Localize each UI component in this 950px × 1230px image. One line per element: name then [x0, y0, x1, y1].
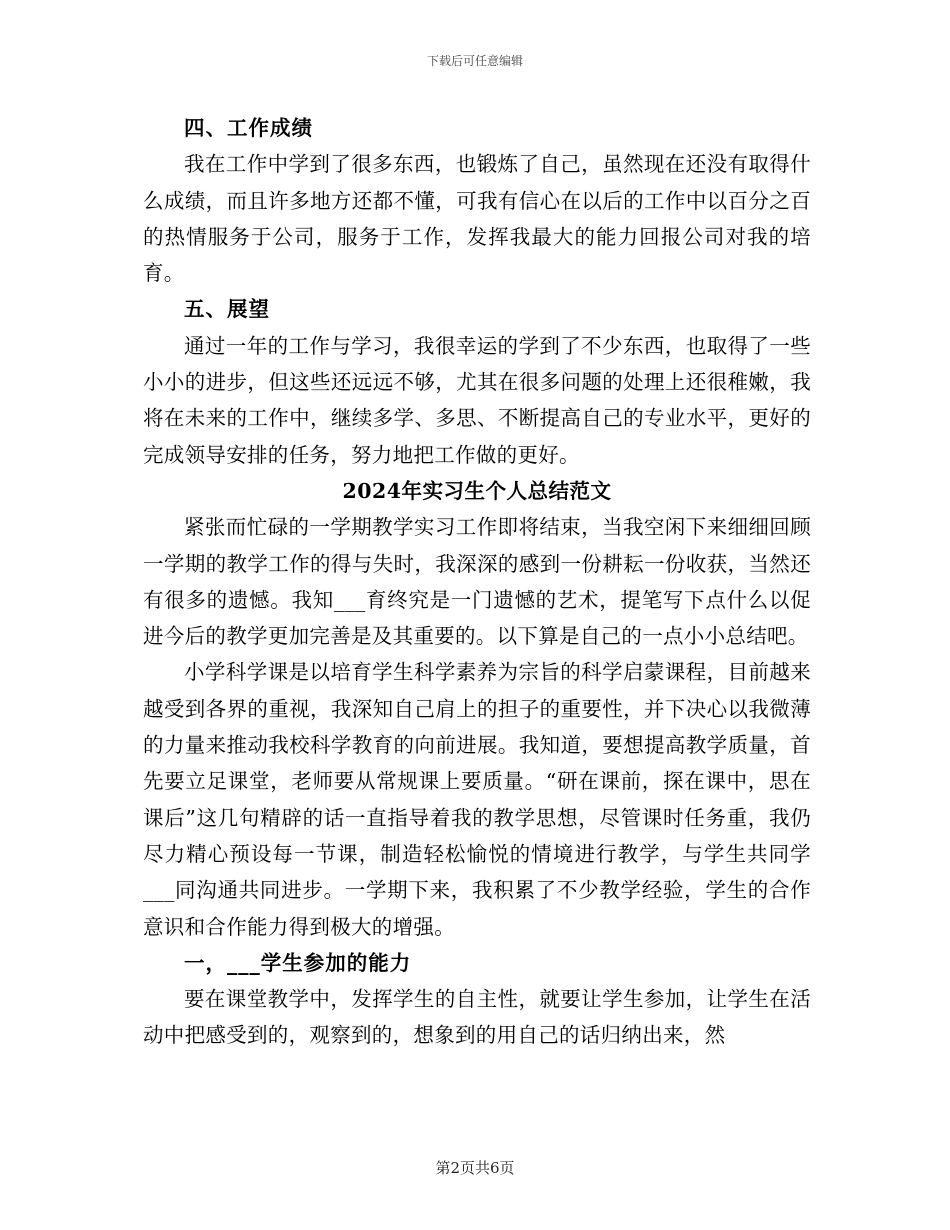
page-header: 下载后可任意编辑 — [426, 54, 523, 68]
paragraph-outlook: 通过一年的工作与学习，我很幸运的学到了不少东西，也取得了一些小小的进步，但这些还远远不够，尤其在很多问题的处理上还很稚嫩，我将在未来的工作中，继续多学、多思、不断提高自己的专业水平，更好的完成领导安排的任务，努力地把工作做的更好。 — [143, 333, 811, 467]
document-body — [143, 110, 811, 1054]
paragraph-participation: 要在课堂教学中，发挥学生的自主性，就要让学生参加，让学生在活动中把感受到的，观察到的，想象到的用自己的话归纳出来，然 — [143, 987, 811, 1048]
section-heading-participation: 一，___学生参加的能力 — [184, 950, 412, 975]
page-footer: 第2页共6页 — [435, 1159, 515, 1177]
section-heading-outlook: 五、展望 — [184, 297, 270, 322]
paragraph-science-class: 小学科学课是以培育学生科学素养为宗旨的科学启蒙课程，目前越来越受到各界的重视，我深知自己肩上的担子的重要性，并下决心以我微薄的力量来推动我校科学教育的向前进展。我知道，要想提高教学质量，首先要立足课堂，老师要从常规课上要质量。“研在课前，探在课中，思在课后”这几句精辟的话一直指导着我的教学思想，尽管课时任务重，我仍尽力精心预设每一节课，制造轻松愉悦的情境进行教学，与学生共同学___同沟通共同进步。一学期下来，我积累了不少教学经验，学生的合作意识和合作能力得到极大的增强。 — [143, 660, 811, 939]
document-title: 2024年实习生个人总结范文 — [342, 478, 612, 503]
paragraph-achievements: 我在工作中学到了很多东西，也锻炼了自己，虽然现在还没有取得什么成绩，而且许多地方还都不懂，可我有信心在以后的工作中以百分之百的热情服务于公司，服务于工作，发挥我最大的能力回报公司对我的培育。 — [143, 152, 811, 286]
section-heading-achievements: 四、工作成绩 — [184, 116, 313, 140]
paragraph-intro: 紧张而忙碌的一学期教学实习工作即将结束，当我空闲下来细细回顾一学期的教学工作的得与失时，我深深的感到一份耕耘一份收获，当然还有很多的遗憾。我知___育终究是一门遗憾的艺术，提笔写下点什么以促进今后的教学更加完善是及其重要的。以下算是自己的一点小小总结吧。 — [143, 515, 811, 649]
